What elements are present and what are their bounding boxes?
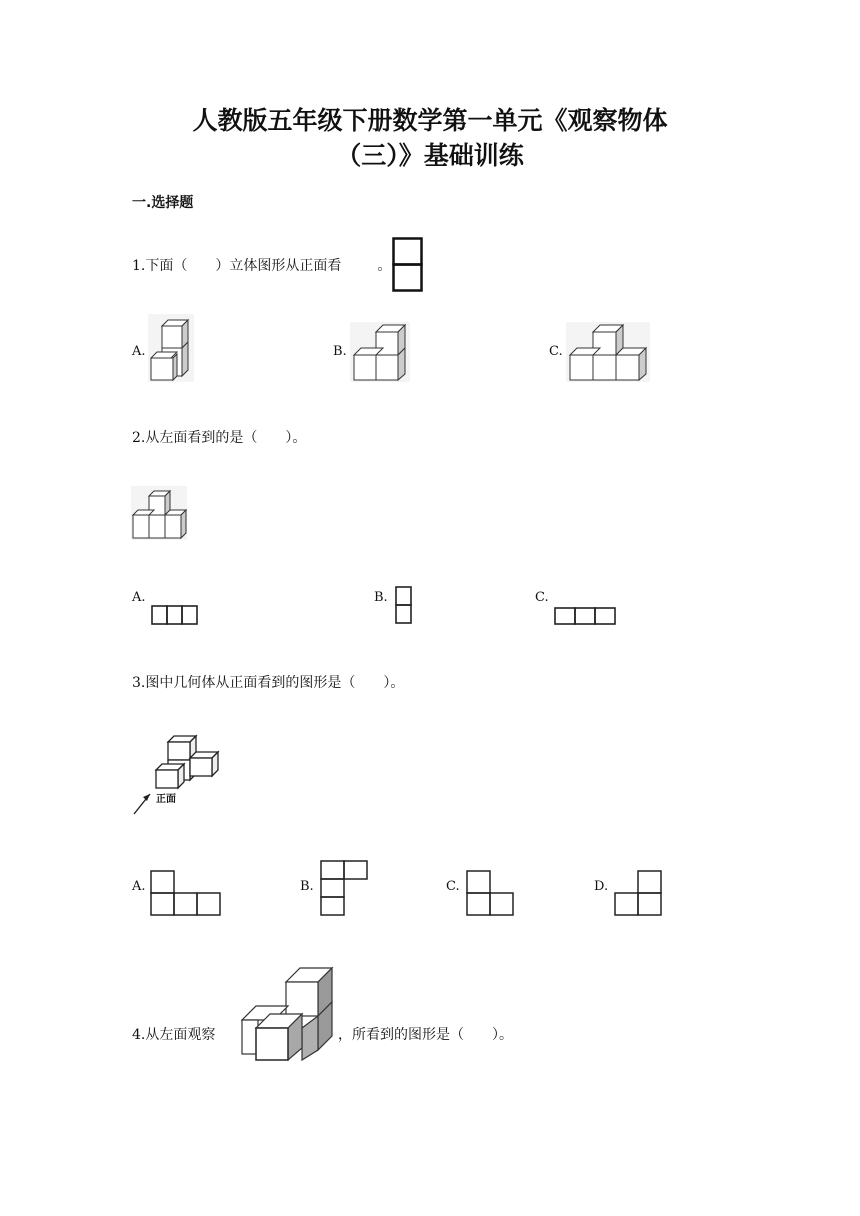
question-3-option-b-figure[interactable]: [320, 860, 370, 918]
question-2-option-a-label[interactable]: A.: [132, 590, 146, 605]
question-1-stem-text: 1.下面（ ）立体图形从正面看: [132, 258, 342, 274]
question-2-option-a-figure[interactable]: [151, 605, 201, 627]
question-3-solid-figure: [130, 730, 234, 818]
question-3-front-label: 正面: [156, 794, 176, 805]
question-1-stem-end: 。: [377, 258, 392, 274]
question-3-option-a-figure[interactable]: [150, 870, 222, 918]
question-4-stem-end: ，所看到的图形是（ ）。: [338, 1027, 513, 1043]
question-1-option-c-label[interactable]: C.: [549, 344, 563, 359]
question-3-option-b-label[interactable]: B.: [300, 879, 314, 894]
question-3-option-a-label[interactable]: A.: [132, 879, 146, 894]
question-3-option-d-figure[interactable]: [614, 870, 664, 918]
question-4-stem-start: 4.从左面观察: [132, 1027, 216, 1043]
document-title-line-1: 人教版五年级下册数学第一单元《观察物体: [192, 106, 668, 135]
question-1-option-a-figure[interactable]: [148, 314, 198, 384]
question-2-option-b-figure[interactable]: [395, 586, 413, 626]
question-3-option-d-label[interactable]: D.: [594, 879, 609, 894]
question-3-option-c-figure[interactable]: [466, 870, 516, 918]
question-2-solid-figure: [131, 486, 189, 542]
section-heading: 一.选择题: [132, 195, 194, 211]
question-1-option-b-label[interactable]: B.: [333, 344, 347, 359]
question-3-option-c-label[interactable]: C.: [446, 879, 460, 894]
question-1-option-a-label[interactable]: A.: [132, 344, 146, 359]
question-2-option-c-figure[interactable]: [554, 607, 618, 627]
document-title-line-2: （三）》基础训练: [336, 141, 524, 170]
question-1-option-c-figure[interactable]: [566, 322, 652, 384]
question-4-solid-figure: [236, 962, 336, 1062]
question-3-stem: 3.图中几何体从正面看到的图形是（ ）。: [132, 675, 405, 691]
question-2-stem: 2.从左面看到的是（ ）。: [132, 430, 307, 446]
question-1-option-b-figure[interactable]: [350, 322, 412, 384]
question-1-front-view-figure: [392, 237, 424, 293]
question-1-stem: [132, 256, 391, 276]
question-2-option-c-label[interactable]: C.: [535, 590, 549, 605]
question-2-option-b-label[interactable]: B.: [374, 590, 388, 605]
